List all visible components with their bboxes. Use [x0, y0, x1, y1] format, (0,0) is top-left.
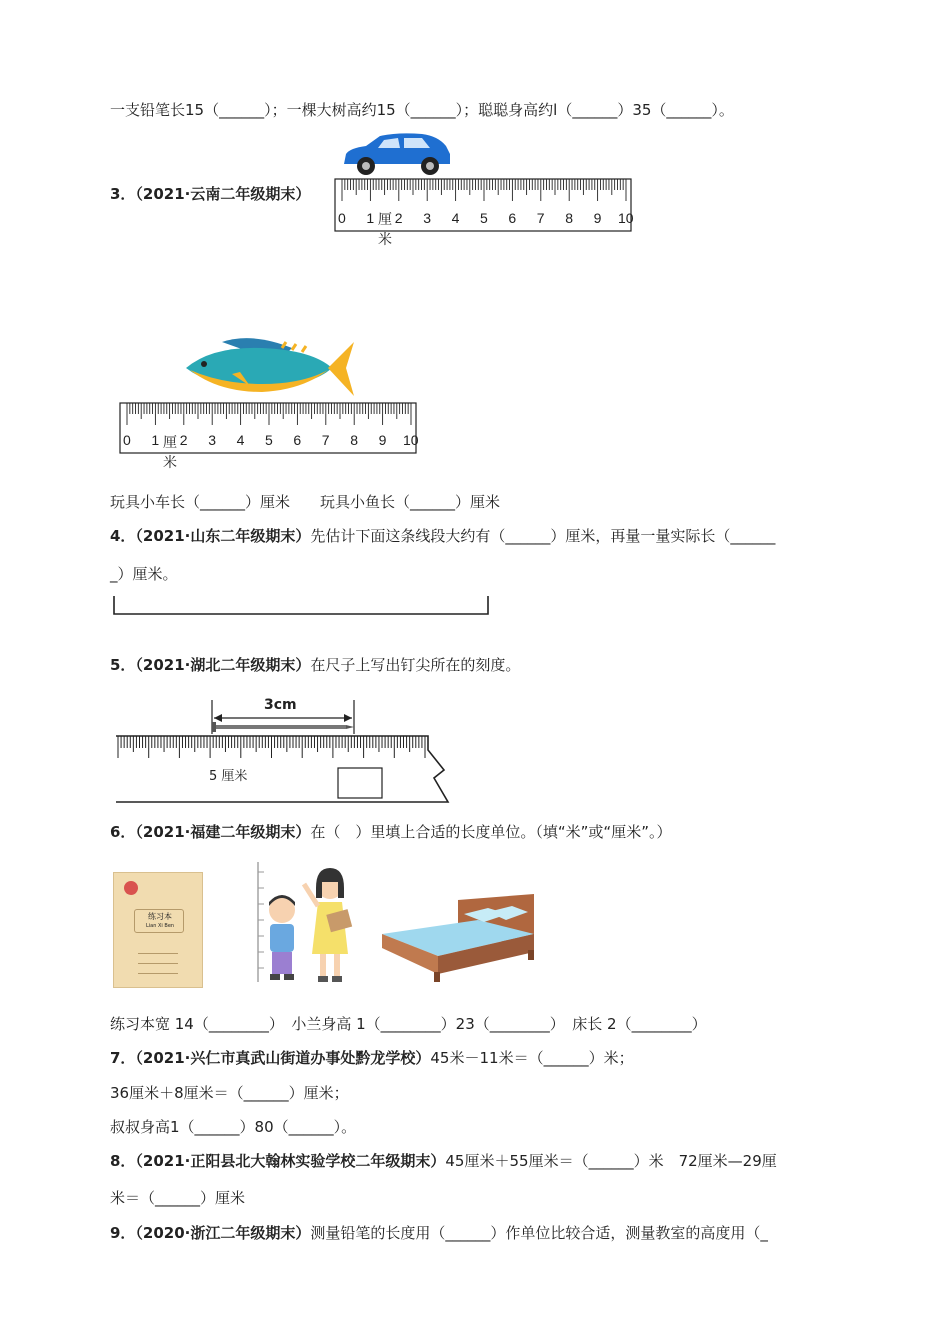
ruler-number: 10	[403, 432, 419, 448]
q4-text1: 先估计下面这条线段大约有（______）厘米，再量一量实际长（______	[310, 527, 776, 545]
q4-line2: _）厘米。	[110, 565, 178, 583]
notebook-logo-icon	[124, 881, 138, 895]
ruler-fish-unit-mi: 米	[163, 454, 177, 470]
q4-line1	[110, 526, 775, 546]
q7-line3: 叔叔身高1（______）80（______）。	[110, 1118, 357, 1136]
ruler-number: 7	[536, 210, 545, 226]
ruler-number: 0	[338, 210, 346, 226]
q2-text: 一支铅笔长15（______）；一棵大树高约15（______）；聪聪身高约l（______）35（______）。	[110, 101, 734, 119]
q8-line1	[110, 1151, 777, 1171]
ruler-number: 4	[236, 432, 245, 448]
ruler-number: 6	[508, 210, 517, 226]
notebook-subtitle: Lian Xi Ben	[146, 923, 175, 929]
q6-line	[110, 822, 671, 842]
q9-text: 测量铅笔的长度用（______）作单位比较合适，测量教室的高度用（_	[310, 1224, 768, 1242]
nail-length-label: 3cm	[264, 697, 297, 713]
ruler-number: 9	[378, 432, 387, 448]
q6-label: 6．（2021·福建二年级期末）	[110, 823, 311, 841]
q3-answer: 玩具小车长（______）厘米 玩具小鱼长（______）厘米	[110, 493, 501, 511]
notebook-image	[113, 872, 203, 988]
ruler-number: 4	[451, 210, 460, 226]
ruler-mark-5: 5 厘米	[209, 769, 248, 784]
toy-fish-image	[182, 334, 358, 402]
q6-text: 在（ ）里填上合适的长度单位。（填“米”或“厘米”。）	[310, 823, 672, 841]
line-segment	[112, 594, 492, 618]
ruler-car-unit-mi: 米	[378, 231, 392, 247]
q4-label: 4．（2021·山东二年级期末）	[110, 527, 311, 545]
ruler-number: 8	[565, 210, 573, 226]
q9-label: 9．（2020·浙江二年级期末）	[110, 1224, 311, 1242]
ruler-car-unit-li: 厘	[378, 211, 392, 227]
ruler-number: 6	[293, 432, 302, 448]
q6-answer: 练习本宽 14（________） 小兰身高 1（________）23（________） 床长 2（________）	[110, 1015, 707, 1033]
ruler-number: 1	[366, 210, 375, 226]
bed-image	[378, 890, 540, 986]
q7-line1	[110, 1048, 634, 1068]
q9-line	[110, 1223, 768, 1243]
ruler-number: 5	[265, 432, 273, 448]
q5-label: 5．（2021·湖北二年级期末）	[110, 656, 311, 674]
ruler-number: 10	[618, 210, 634, 226]
q5-line	[110, 655, 520, 675]
toy-car-image	[338, 132, 454, 178]
q7-text1: 45米－11米＝（______）米；	[430, 1049, 634, 1067]
ruler-number: 7	[321, 432, 330, 448]
q7-label: 7．（2021·兴仁市真武山街道办事处黔龙学校）	[110, 1049, 431, 1067]
ruler-number: 0	[123, 432, 131, 448]
q7-line2: 36厘米＋8厘米＝（______）厘米；	[110, 1084, 349, 1102]
q8-line2: 米＝（______）厘米	[110, 1189, 246, 1207]
ruler-number: 8	[350, 432, 358, 448]
ruler-number: 3	[423, 210, 431, 226]
ruler-number: 2	[179, 432, 188, 448]
q8-text1: 45厘米＋55厘米＝（______）米 72厘米—29厘	[445, 1152, 777, 1170]
ruler-number: 5	[480, 210, 488, 226]
ruler-fish-unit-li: 厘	[163, 434, 177, 450]
q5-text: 在尺子上写出钉尖所在的刻度。	[310, 656, 521, 674]
ruler-number: 3	[208, 432, 216, 448]
notebook-title: 练习本	[148, 912, 172, 921]
ruler-number: 9	[593, 210, 602, 226]
ruler-number: 1	[151, 432, 160, 448]
children-height-image	[248, 858, 360, 986]
q8-label: 8．（2021·正阳县北大翰林实验学校二年级期末）	[110, 1152, 446, 1170]
ruler-number: 2	[394, 210, 403, 226]
q3-label: 3．（2021·云南二年级期末）	[110, 185, 311, 203]
